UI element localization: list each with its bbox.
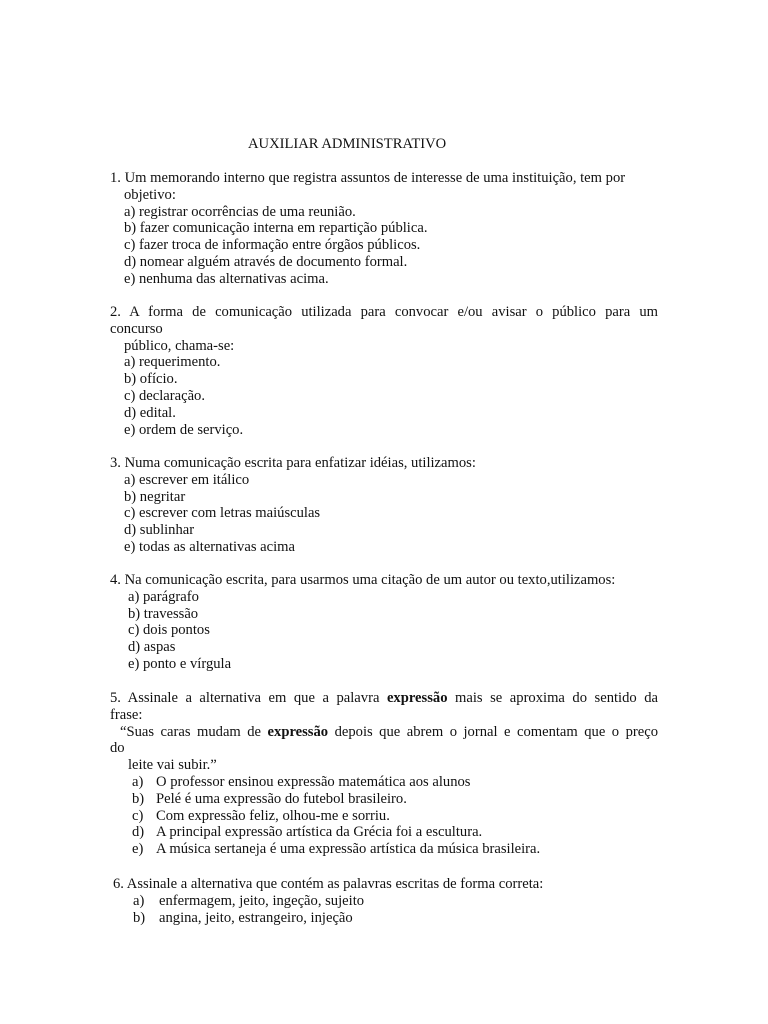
question-3-text: 3. Numa comunicação escrita para enfatizar idéias, utilizamos: — [110, 455, 476, 471]
question-1-text: 1. Um memorando interno que registra assuntos de interesse de uma instituição, tem por — [110, 170, 626, 186]
page-title: AUXILIAR ADMINISTRATIVO — [248, 136, 447, 152]
option-text: Com expressão feliz, olhou-me e sorriu. — [156, 807, 390, 824]
option — [110, 808, 658, 825]
option: b) fazer comunicação interna em repartição pública. — [124, 220, 428, 237]
question-5-text-cont: frase: — [110, 706, 143, 723]
question-5 — [110, 690, 658, 858]
option: b) ofício. — [124, 371, 178, 388]
question-2-text: 2. A forma de comunicação utilizada para convocar e/ou avisar o público para um — [110, 304, 658, 320]
quote-cont: do — [110, 740, 125, 757]
option — [113, 910, 661, 927]
quote — [110, 724, 658, 741]
option: a) escrever em itálico — [124, 471, 250, 488]
option: c) escrever com letras maiúsculas — [124, 505, 321, 522]
option-letter: e) — [132, 841, 144, 858]
option-letter: b) — [133, 909, 146, 926]
option — [110, 791, 658, 808]
quote-text-b: depois que abrem o jornal e comentam que o preço — [334, 723, 659, 740]
option-text: angina, jeito, estrangeiro, injeção — [159, 909, 353, 926]
option: b) negritar — [124, 488, 186, 505]
question-5-text — [110, 690, 658, 707]
option-letter: d) — [132, 824, 145, 841]
option: e) todas as alternativas acima — [124, 538, 295, 555]
option: d) sublinhar — [124, 522, 195, 539]
question-5-text-a: 5. Assinale a alternativa em que a palavra — [110, 690, 380, 706]
option: b) travessão — [128, 605, 199, 622]
option-letter: a) — [132, 773, 144, 790]
option-text: A principal expressão artística da Grécia foi a escultura. — [156, 824, 483, 841]
option: e) ponto e vírgula — [128, 655, 232, 672]
option: d) aspas — [128, 639, 176, 656]
option: c) dois pontos — [128, 622, 210, 639]
option: a) requerimento. — [124, 354, 221, 371]
option: e) ordem de serviço. — [124, 421, 244, 438]
option-text: A música sertaneja é uma expressão artística da música brasileira. — [156, 841, 541, 858]
option: c) declaração. — [124, 387, 206, 404]
question-4 — [110, 572, 658, 673]
quote-cont: leite vai subir.” — [128, 757, 217, 774]
option-letter: b) — [132, 790, 145, 807]
option: c) fazer troca de informação entre órgãos públicos. — [124, 237, 421, 254]
question-4-text: 4. Na comunicação escrita, para usarmos uma citação de um autor ou texto,utilizamos: — [110, 572, 616, 588]
option-letter: a) — [133, 892, 145, 909]
option — [110, 824, 658, 841]
option — [113, 893, 661, 910]
question-2 — [110, 304, 658, 438]
quote-text-a: “Suas caras mudam de — [120, 723, 262, 740]
question-5-text-b: mais se aproxima do sentido da — [455, 690, 658, 706]
question-2-text-cont: público, chama-se: — [124, 337, 235, 354]
option-text: enfermagem, jeito, ingeção, sujeito — [159, 892, 365, 909]
option-text: O professor ensinou expressão matemática aos alunos — [156, 773, 471, 790]
question-1-text-cont: objetivo: — [124, 186, 176, 203]
option — [110, 841, 658, 858]
question-6-text: 6. Assinale a alternativa que contém as palavras escritas de forma correta: — [113, 876, 544, 892]
option-text: Pelé é uma expressão do futebol brasileiro. — [156, 790, 407, 807]
option: d) edital. — [124, 404, 176, 421]
keyword: expressão — [386, 690, 448, 706]
question-2-text-cont: concurso — [110, 320, 163, 337]
question-1 — [110, 170, 658, 288]
option: a) parágrafo — [128, 588, 199, 605]
option — [110, 774, 658, 791]
question-3 — [110, 455, 658, 556]
option: d) nomear alguém através de documento formal. — [124, 253, 408, 270]
option-letter: c) — [132, 807, 144, 824]
keyword: expressão — [267, 723, 329, 740]
question-6 — [113, 876, 661, 926]
option: e) nenhuma das alternativas acima. — [124, 270, 329, 287]
option: a) registrar ocorrências de uma reunião. — [124, 203, 356, 220]
